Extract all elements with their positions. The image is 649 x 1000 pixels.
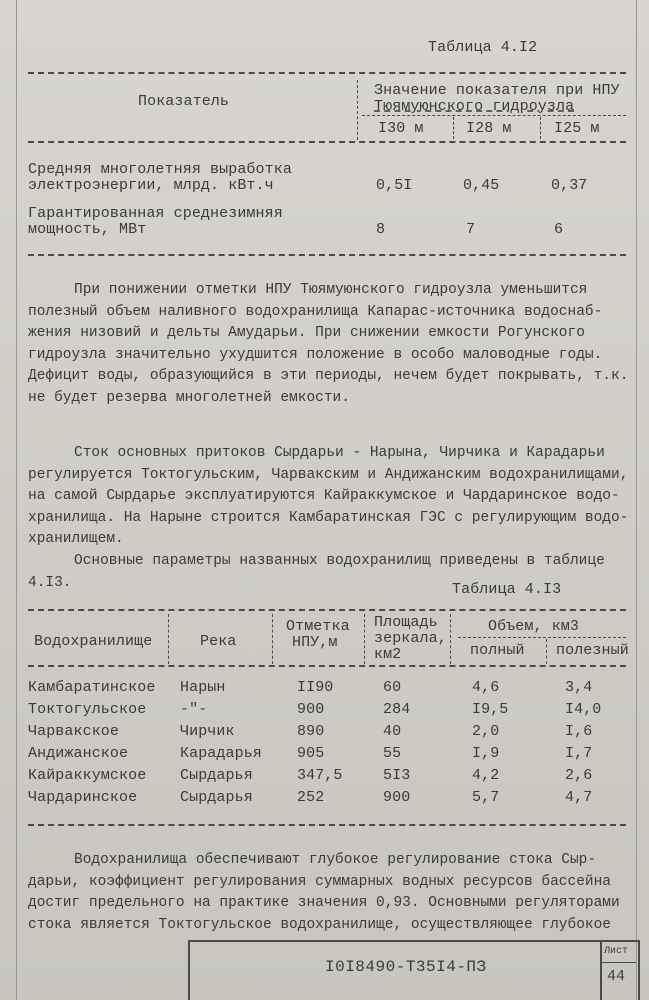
table2-cell-reservoir: Камбаратинское	[28, 679, 156, 696]
table2-cell-volume-full: 4,6	[472, 679, 500, 696]
p3-line: 4.I3.	[28, 574, 72, 591]
table2-cell-npu: 890	[297, 723, 325, 740]
table2-caption: Таблица 4.I3	[452, 581, 562, 598]
left-margin-rule	[16, 0, 17, 1000]
table2-cell-volume-full: I,9	[472, 745, 500, 762]
table2-header-rule	[28, 665, 626, 667]
table2-header-area-line2: зеркала,	[374, 630, 447, 647]
table1-subcol-divider-2	[540, 117, 541, 139]
table2-col-divider-4	[450, 614, 451, 664]
table1-row1-value-125: 0,37	[551, 177, 588, 194]
table2-cell-volume-useful: 2,6	[565, 767, 593, 784]
table2-cell-river: Сырдарья	[180, 789, 253, 806]
table1-row1-name-line2: электроэнергии, млрд. кВт.ч	[28, 177, 274, 194]
right-margin-rule	[636, 0, 637, 1000]
p4-line: достиг предельного на практике значения 0,93. Основными регуляторами	[28, 895, 620, 911]
table1-row2-value-125: 6	[554, 221, 564, 238]
document-code: I0I8490-Т35I4-ПЗ	[325, 958, 487, 976]
table1-row2-name-line2: мощность, МВт	[28, 221, 147, 238]
table2-cell-reservoir: Чарвакское	[28, 723, 120, 740]
table2-cell-npu: 900	[297, 701, 325, 718]
table2-header-reservoir: Водохранилище	[34, 633, 153, 650]
table1-row1-name-line1: Средняя многолетняя выработка	[28, 161, 292, 178]
table2-cell-volume-useful: I4,0	[565, 701, 602, 718]
table1-bottom-rule	[28, 254, 626, 256]
p2-line: хранилищем.	[28, 531, 124, 547]
p1-line: гидроузла значительно ухудшится положение в особо маловодные годы.	[28, 346, 603, 363]
paragraph-tyuyamuyun	[28, 280, 633, 409]
table2-cell-area: 60	[383, 679, 402, 696]
table1-row1-value-130: 0,5I	[376, 177, 413, 194]
table2-header-river: Река	[200, 633, 237, 650]
table2-cell-npu: 905	[297, 745, 325, 762]
table2-cell-area: 284	[383, 701, 411, 718]
p4-line: дарьи, коэффициент регулирования суммарных водных ресурсов бассейна	[28, 873, 611, 890]
table2-cell-volume-useful: 3,4	[565, 679, 593, 696]
p1-line: полезный объем наливного водохранилища Капарас-источника водоснаб-	[28, 303, 603, 320]
p1-line: Дефицит воды, образующийся в эти периоды, нечем будет покрывать, т.к.	[28, 368, 629, 384]
table2-cell-volume-useful: I,7	[565, 745, 593, 762]
p2-line: Сток основных притоков Сырдарьи - Нарына, Чирчика и Карадарьи	[74, 445, 605, 461]
table2-cell-river: Карадарья	[180, 745, 262, 762]
table1-subheader-125: I25 м	[554, 120, 600, 137]
p1-line: жения низовий и дельты Амударьи. При снижении емкости Рогунского	[28, 325, 585, 341]
table1-subheader-130: I30 м	[378, 120, 424, 137]
paragraph-syrdarya-tributaries	[28, 443, 633, 551]
p1-line: не будет резерва многолетней емкости.	[28, 389, 350, 406]
table2-cell-volume-full: I9,5	[472, 701, 509, 718]
table2-cell-river: Сырдарья	[180, 767, 253, 784]
table2-cell-reservoir: Токтогульское	[28, 701, 147, 718]
sheet-label: Лист	[604, 946, 629, 957]
p2-line: на самой Сырдарье эксплуатируются Кайраккумское и Чардаринское водо-	[28, 488, 620, 504]
table2-cell-area: 40	[383, 723, 402, 740]
table1-group-header-line2: Тюямуюнского гидроузла	[374, 98, 575, 115]
p2-line: регулируется Токтогульским, Чарвакским и Андижанским водохранилищами,	[28, 466, 629, 483]
p4-line: стока является Токтогульское водохранилище, осуществляющее глубокое	[28, 916, 611, 933]
table1-header-rule	[28, 141, 626, 143]
table2-header-npu-line1: Отметка	[286, 618, 350, 635]
sheet-box-divider	[600, 962, 636, 963]
table1-row2-name-line1: Гарантированная среднезимняя	[28, 205, 283, 222]
table2-cell-river: -"-	[180, 701, 208, 718]
table2-volume-rule	[458, 637, 626, 638]
table2-header-area-line3: км2	[374, 646, 402, 663]
p4-line: Водохранилища обеспечивают глубокое регулирование стока Сыр-	[74, 852, 597, 868]
table1-subcol-divider-1	[453, 117, 454, 139]
table2-header-volume-full: полный	[470, 642, 525, 659]
table2-cell-river: Нарын	[180, 679, 226, 696]
table2-cell-volume-useful: I,6	[565, 723, 593, 740]
table2-col-divider-3	[364, 614, 365, 664]
table2-cell-area: 900	[383, 789, 411, 806]
table2-cell-volume-full: 5,7	[472, 789, 500, 806]
table1-row1-value-128: 0,45	[463, 177, 500, 194]
table1-subheader-128: I28 м	[466, 120, 512, 137]
table2-header-npu-line2: НПУ,м	[292, 634, 338, 651]
table2-header-area-line1: Площадь	[374, 614, 438, 631]
table2-cell-reservoir: Чардаринское	[28, 789, 138, 806]
table2-cell-npu: II90	[297, 679, 334, 696]
table2-header-volume: Объем, км3	[488, 618, 580, 635]
table2-cell-reservoir: Кайраккумское	[28, 767, 147, 784]
table1-top-rule	[28, 72, 626, 74]
paragraph-regulation	[28, 850, 633, 936]
table1-row2-value-128: 7	[466, 221, 476, 238]
table2-cell-area: 55	[383, 745, 402, 762]
table2-cell-volume-full: 4,2	[472, 767, 500, 784]
table2-cell-npu: 252	[297, 789, 325, 806]
table2-cell-npu: 347,5	[297, 767, 343, 784]
table1-col-divider	[357, 80, 358, 140]
table1-row2-value-130: 8	[376, 221, 386, 238]
table1-group-header-line1: Значение показателя при НПУ	[374, 82, 620, 99]
table2-col-divider-1	[168, 614, 169, 664]
table2-top-rule	[28, 609, 626, 611]
table2-header-volume-useful: полезный	[556, 642, 629, 659]
p2-line: хранилища. На Нарыне строится Камбаратинская ГЭС с регулирующим водо-	[28, 509, 629, 526]
table2-cell-reservoir: Андижанское	[28, 745, 129, 762]
table1-group-rule	[362, 115, 626, 116]
table2-bottom-rule	[28, 824, 626, 826]
sheet-number: 44	[607, 968, 626, 985]
table2-col-divider-2	[272, 614, 273, 664]
table2-cell-volume-useful: 4,7	[565, 789, 593, 806]
table2-col-divider-5	[546, 639, 547, 664]
table1-indicator-header: Показатель	[138, 93, 230, 110]
p3-line: Основные параметры названных водохранилищ приведены в таблице	[74, 553, 605, 569]
table2-cell-river: Чирчик	[180, 723, 235, 740]
p1-line: При понижении отметки НПУ Тюямуюнского гидроузла уменьшится	[74, 282, 588, 298]
table2-cell-volume-full: 2,0	[472, 723, 500, 740]
table2-cell-area: 5I3	[383, 767, 411, 784]
table1-caption: Таблица 4.I2	[428, 39, 538, 56]
